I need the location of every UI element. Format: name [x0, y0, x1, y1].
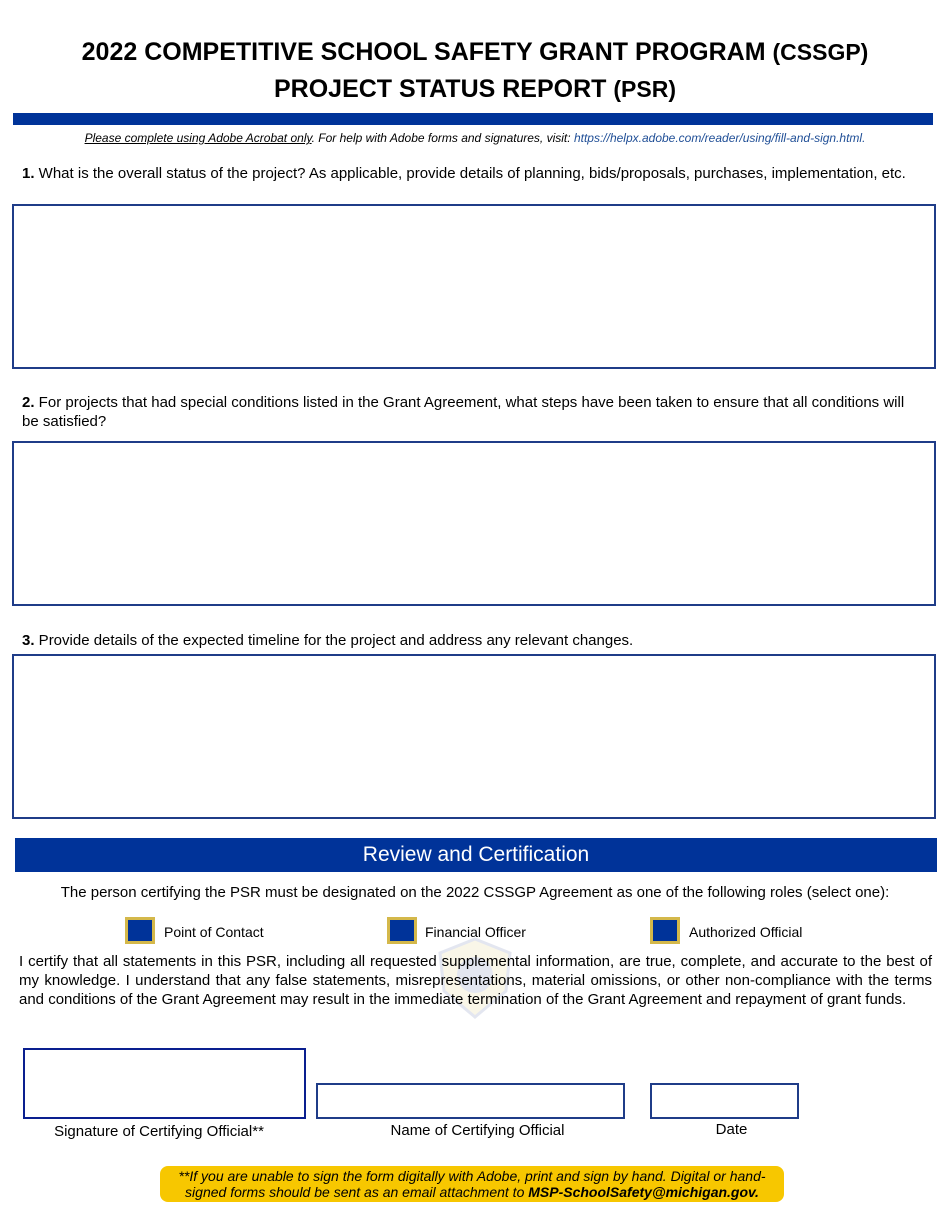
- signature-input[interactable]: [25, 1050, 304, 1117]
- date-input[interactable]: [652, 1085, 797, 1117]
- question-1-answer-box: [12, 204, 936, 369]
- question-1: [22, 164, 922, 183]
- question-1-answer-input[interactable]: [14, 206, 934, 367]
- certification-statement: I certify that all statements in this PSR, including all requested supplemental information, are true, complete, and accurate to the best of my knowledge. I understand that any false statements, misrepresentations, material omissions, or other non-compliance with the terms and conditions of the Grant Agreement may result in the immediate termination of the Grant Agreement and repayment of grant funds.: [19, 953, 932, 1008]
- footer-instructions: [160, 1166, 784, 1202]
- roles-intro: The person certifying the PSR must be designated on the 2022 CSSGP Agreement as one of the following roles (select one):: [60, 884, 890, 901]
- role-label-point-of-contact: Point of Contact: [164, 924, 264, 940]
- title-main: 2022 COMPETITIVE SCHOOL SAFETY GRANT PROGRAM: [81, 38, 766, 66]
- name-label: Name of Certifying Official: [390, 1122, 565, 1139]
- instructions-underlined: Please complete using Adobe Acrobat only: [84, 131, 312, 145]
- role-checkbox-authorized-official[interactable]: [650, 917, 680, 944]
- name-field-box: [316, 1083, 625, 1119]
- subtitle-main: PROJECT STATUS REPORT: [273, 75, 607, 103]
- footer-text: **If you are unable to sign the form digitally with Adobe, print and sign by hand. Digital or hand-signed forms should be sent as an email attachment to: [178, 1168, 766, 1200]
- question-2-answer-input[interactable]: [14, 443, 934, 604]
- name-input[interactable]: [318, 1085, 623, 1117]
- instructions-text: . For help with Adobe forms and signatures, visit:: [311, 131, 574, 145]
- date-field-box: [650, 1083, 799, 1119]
- question-2-number: 2.: [22, 394, 35, 411]
- question-3-answer-input[interactable]: [14, 656, 934, 817]
- form-title-line-1: [0, 34, 950, 71]
- subtitle-abbrev: (PSR): [613, 76, 676, 102]
- question-2-answer-box: [12, 441, 936, 606]
- form-title-line-2: [0, 71, 950, 108]
- instructions-note: [0, 131, 950, 145]
- question-3-answer-box: [12, 654, 936, 819]
- review-certification-heading: Review and Certification: [15, 838, 937, 872]
- role-checkbox-point-of-contact[interactable]: [125, 917, 155, 944]
- question-1-number: 1.: [22, 165, 35, 182]
- role-label-financial-officer: Financial Officer: [425, 924, 526, 940]
- title-abbrev: (CSSGP): [772, 39, 869, 65]
- role-checkbox-financial-officer[interactable]: [387, 917, 417, 944]
- question-2-text: For projects that had special conditions listed in the Grant Agreement, what steps have been taken to ensure that all conditions will be satisfied?: [22, 394, 905, 430]
- contact-email[interactable]: MSP-SchoolSafety@michigan.gov.: [528, 1184, 759, 1200]
- question-3-number: 3.: [22, 632, 35, 649]
- question-2: [22, 393, 922, 431]
- role-label-authorized-official: Authorized Official: [689, 924, 803, 940]
- date-label: Date: [715, 1121, 748, 1138]
- signature-field-box: [23, 1048, 306, 1119]
- question-1-text: What is the overall status of the project? As applicable, provide details of planning, bids/proposals, purchases, implementation, etc.: [34, 165, 906, 182]
- help-link[interactable]: https://helpx.adobe.com/reader/using/fill-and-sign.html: [573, 131, 863, 145]
- signature-label: Signature of Certifying Official**: [54, 1123, 264, 1140]
- question-3-text: Provide details of the expected timeline for the project and address any relevant changes.: [34, 632, 634, 649]
- header-divider-bar: [13, 113, 933, 125]
- question-3: [22, 631, 922, 650]
- help-link-period: .: [862, 131, 866, 145]
